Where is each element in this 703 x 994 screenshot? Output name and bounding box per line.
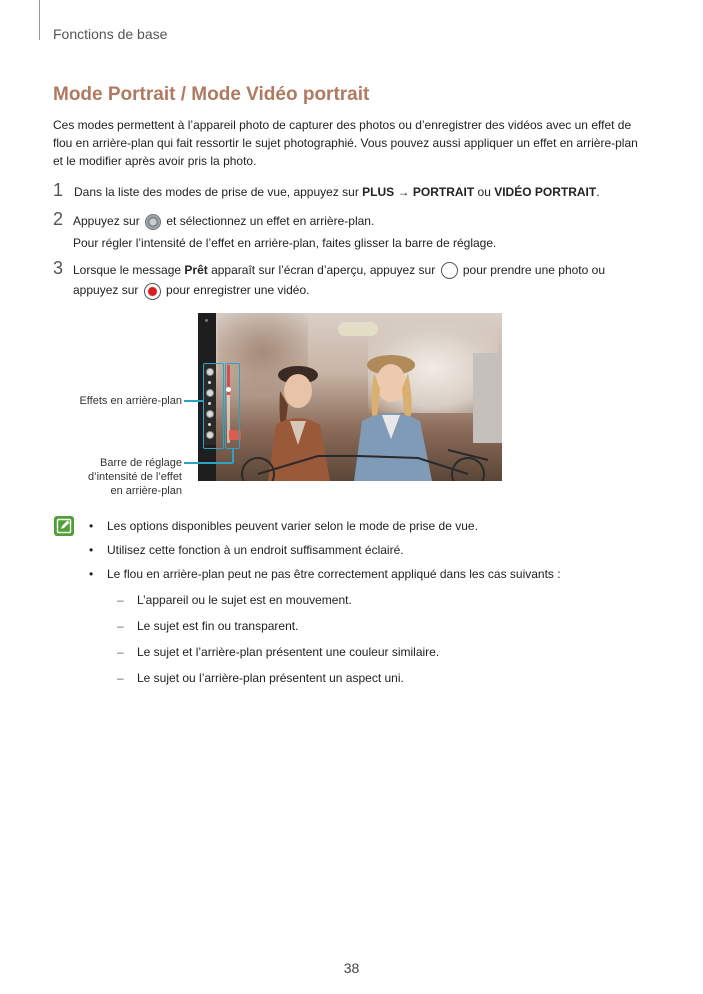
sub-note-text: Le sujet est fin ou transparent. [137,619,299,633]
camera-preview-image [198,313,502,481]
video-portrait-label: VIDÉO PORTRAIT [494,185,597,199]
header-rule [39,0,40,40]
step-text [73,261,663,300]
portrait-label: PORTRAIT [412,185,475,199]
bullet-mark: • [89,519,94,533]
step-text-part: pour enregistrer une vidéo. [162,283,310,298]
note-text: Les options disponibles peuvent varier selon le mode de prise de vue. [107,519,478,533]
ready-badge [338,322,378,336]
step-text-part: pour prendre une photo ou [459,263,605,277]
bicycles-illustration [218,448,498,481]
note-text: Le flou en arrière-plan peut ne pas être correctement appliqué dans les cas suivants : [107,567,561,581]
dash-mark: – [117,593,124,607]
sub-note-text: Le sujet et l’arrière-plan présentent une couleur similaire. [137,645,440,659]
callout-line-text: d’intensité de l’effet [88,471,182,483]
step-text-part: Appuyez sur [73,214,144,228]
effects-callout-line [184,400,203,402]
section-header: Fonctions de base [53,26,168,42]
step-number: 3 [53,258,64,278]
step-text-part: . [596,185,600,199]
sidebar-dot [205,319,208,322]
arrow-glyph: → [394,185,413,199]
sub-list-item [107,617,649,635]
background-building [473,353,502,443]
notes-list [89,517,649,695]
step-line [73,212,663,230]
step-text-part: ou [474,185,495,199]
slider-callout-box [225,363,240,449]
step-text-part: et sélectionnez un effet en arrière-plan. [163,214,375,228]
sub-note-text: L’appareil ou le sujet est en mouvement. [137,593,352,607]
ready-label: Prêt [184,263,208,277]
slider-callout-label [40,456,182,498]
step-text-part: Lorsque le message [73,263,185,277]
dash-mark: – [117,645,124,659]
bullet-mark: • [89,567,94,581]
page-number: 38 [343,960,360,976]
step-text [73,212,663,252]
step-line [73,261,663,279]
sub-list-item [107,643,649,661]
pencil-icon [54,516,74,536]
step-text-part: apparaît sur l’écran d’aperçu, appuyez sur [207,263,439,277]
step-number: 2 [53,209,64,229]
slider-callout-line [184,462,233,464]
note-icon [54,516,74,536]
record-icon [144,283,161,300]
step-line: Pour régler l’intensité de l’effet en arrière-plan, faites glisser la barre de réglage. [73,236,497,250]
callout-line-text: en arrière-plan [110,485,182,497]
step-text [74,183,664,201]
list-item [89,541,649,559]
sub-list [107,591,649,687]
plus-label: PLUS [362,185,395,199]
background-effect-icon [145,214,161,230]
effects-callout-label: Effets en arrière-plan [79,395,182,407]
step-text-part: Dans la liste des modes de prise de vue, appuyez sur [74,185,363,199]
dash-mark: – [117,619,124,633]
list-item [89,517,649,535]
step-text-part: appuyez sur [73,283,142,298]
slider-callout-line [232,449,234,463]
shutter-icon [441,262,458,279]
bullet-mark: • [89,543,94,557]
step-line [73,281,663,299]
list-item [89,565,649,687]
page-title: Mode Portrait / Mode Vidéo portrait [53,84,370,105]
step-number: 1 [53,180,64,200]
dash-mark: – [117,671,124,685]
effects-callout-box [203,363,224,449]
sub-note-text: Le sujet ou l’arrière-plan présentent un aspect uni. [137,671,404,685]
intro-paragraph: Ces modes permettent à l’appareil photo de capturer des photos ou d’enregistrer des vidéos avec un effet de flou en arrière-plan qui fait ressortir le sujet photographié. Vous pouvez aussi appliquer un effet en arrière-plan et le modifier après avoir pris la photo. [53,118,638,168]
note-text: Utilisez cette fonction à un endroit suffisamment éclairé. [107,543,404,557]
callout-line-text: Barre de réglage [100,457,182,469]
sub-list-item [107,669,649,687]
sub-list-item [107,591,649,609]
